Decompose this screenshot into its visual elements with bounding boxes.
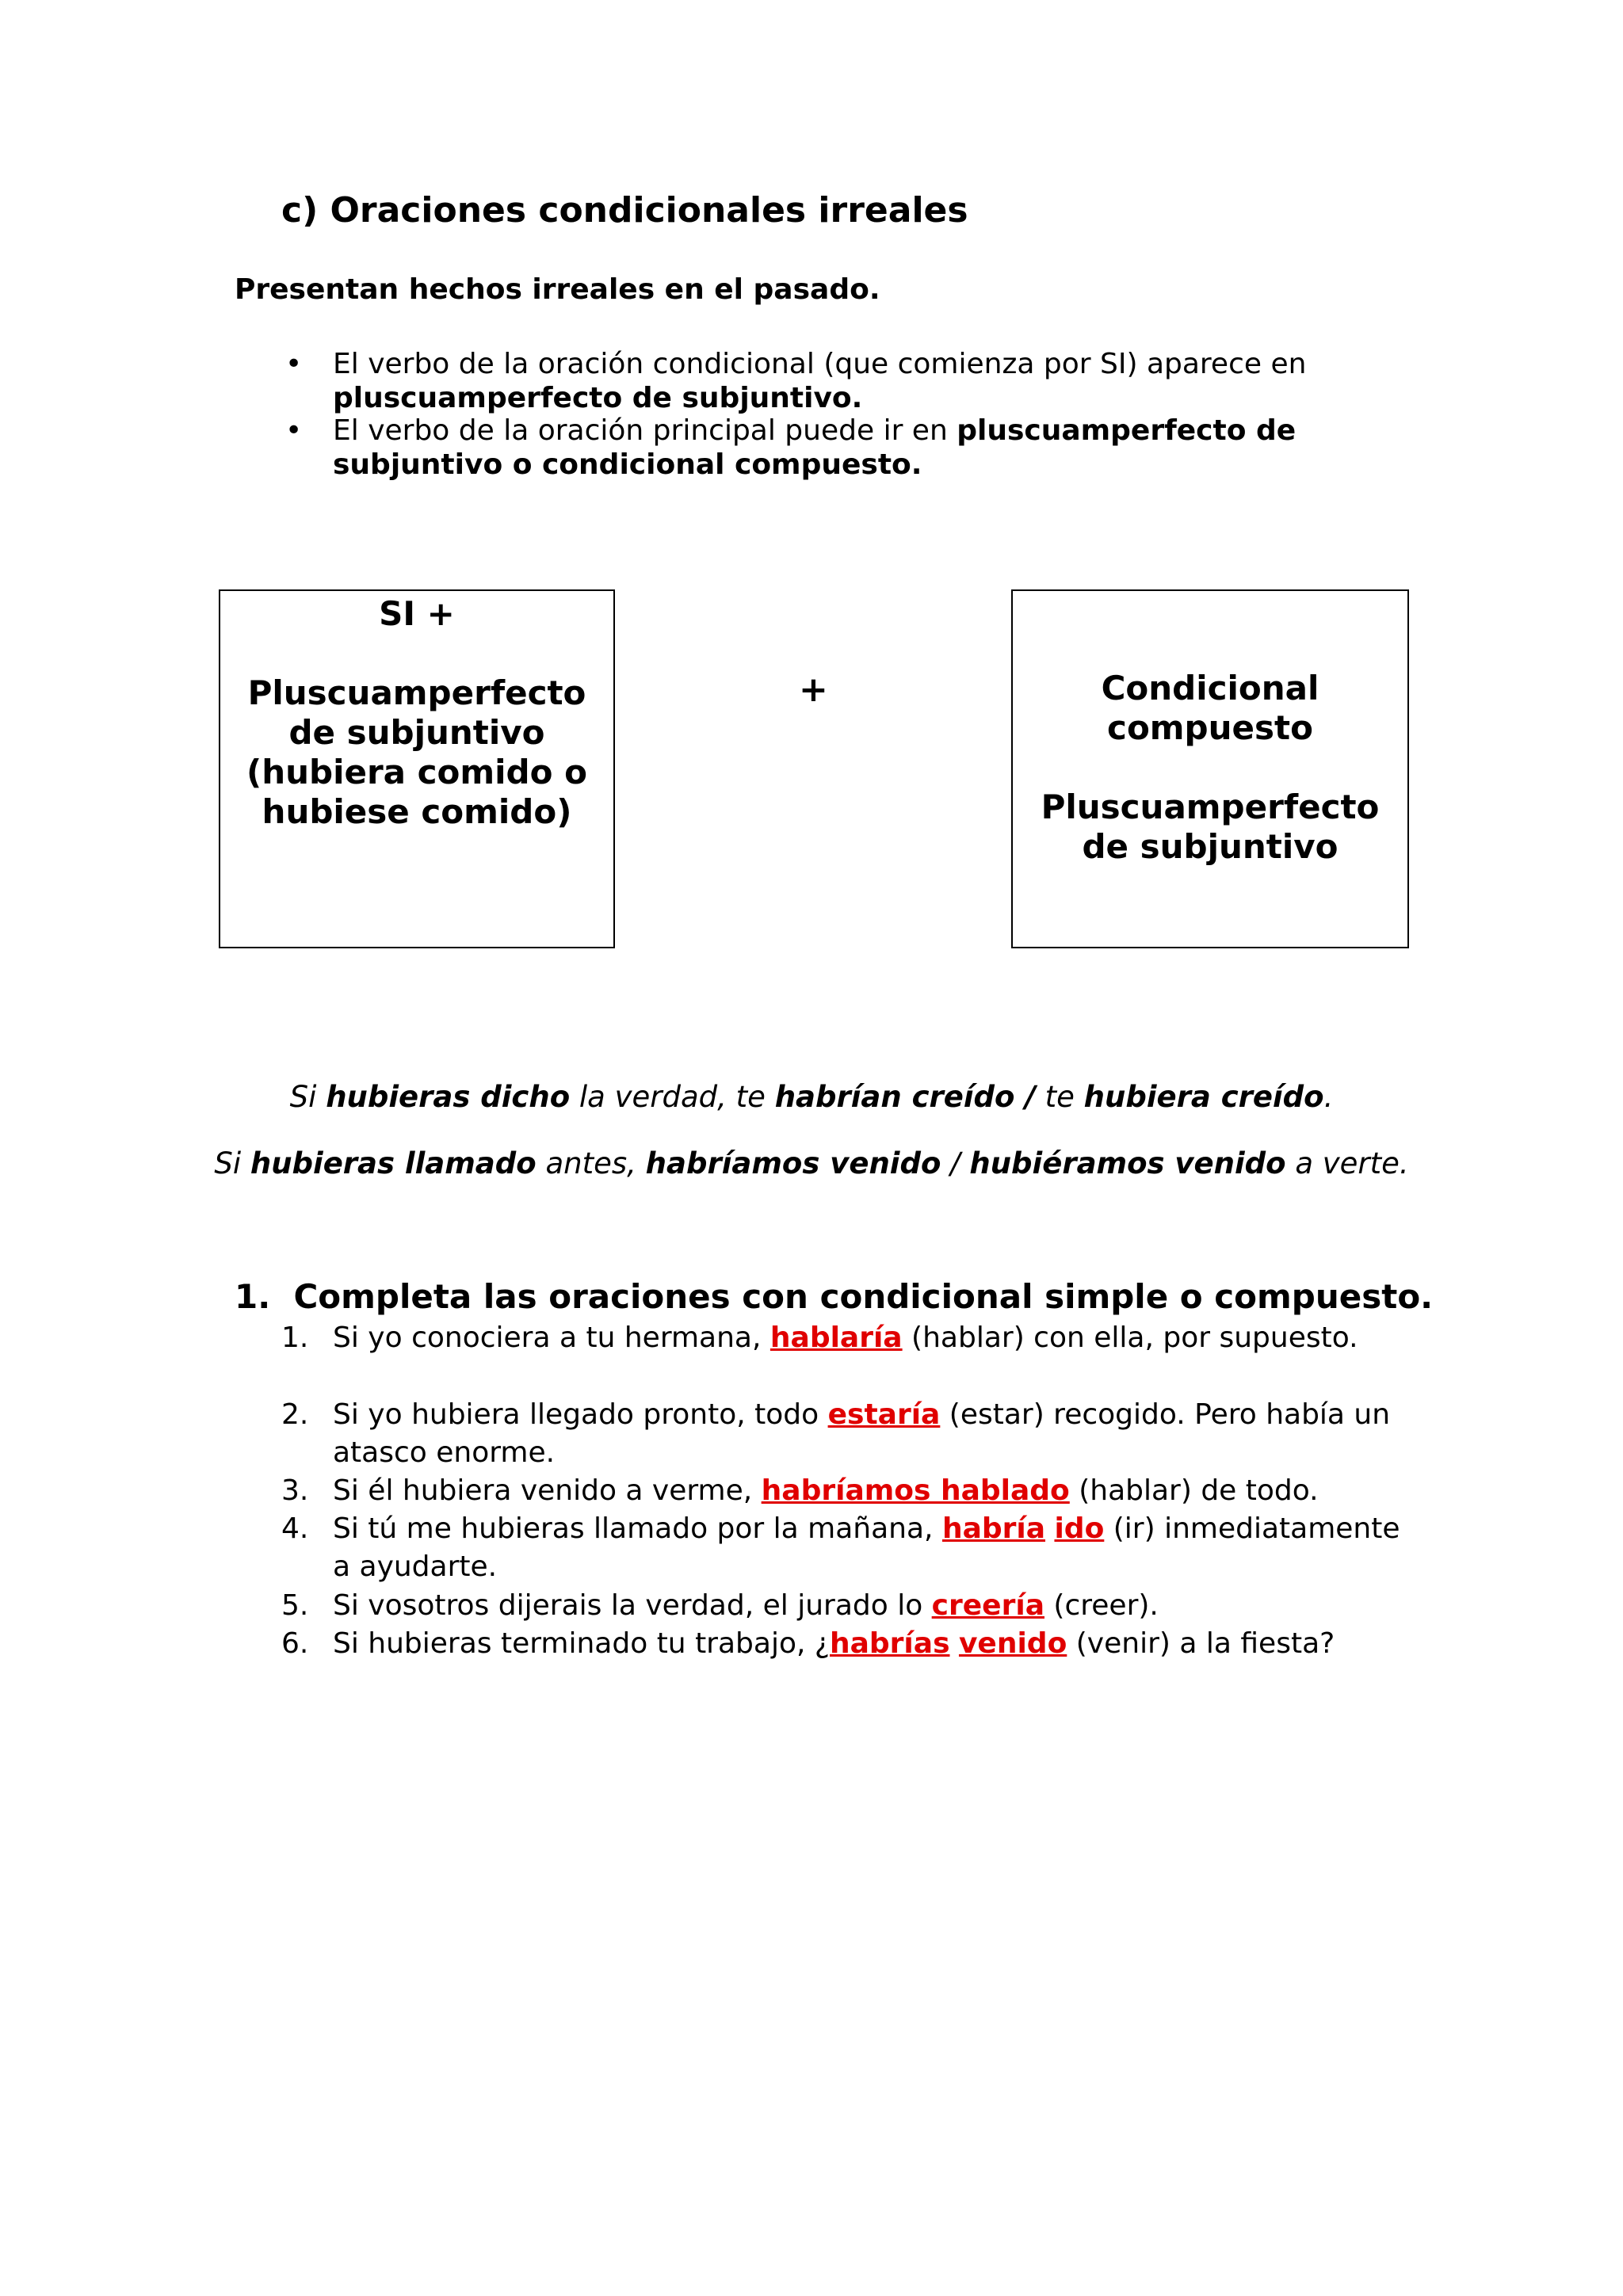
bullet-line-bold: pluscuamperfecto de subjuntivo.	[333, 382, 863, 414]
bullet-text-bold: pluscuamperfecto de	[957, 414, 1296, 447]
example-verb: hubiéramos venido	[969, 1146, 1286, 1180]
example-verb: habrían creído /	[774, 1080, 1036, 1114]
formula-box-main-clause	[1011, 589, 1409, 948]
answer-word: habríamos hablado	[761, 1474, 1070, 1507]
item-text-continued: atasco enorme.	[333, 1436, 556, 1469]
item-text: (hablar) de todo.	[1069, 1474, 1319, 1507]
item-text: Si vosotros dijerais la verdad, el jurado lo	[333, 1589, 932, 1622]
bullet-line-bold: subjuntivo o condicional compuesto.	[333, 448, 922, 481]
item-text: Si yo hubiera llegado pronto, todo	[333, 1398, 828, 1431]
bullet-marker: •	[285, 414, 303, 447]
answer-word: habría	[941, 1512, 1046, 1545]
example-sentence-1	[0, 1080, 1623, 1114]
answer-word: venido	[958, 1627, 1067, 1660]
example-text: .	[1323, 1080, 1334, 1114]
example-text: Si	[289, 1080, 327, 1114]
box-line: de subjuntivo	[1082, 827, 1338, 866]
answer-word: hablaría	[769, 1322, 903, 1354]
bullet-line	[333, 414, 1522, 448]
item-text-continued: a ayudarte.	[333, 1550, 498, 1583]
item-number: 4.	[281, 1512, 309, 1545]
item-text	[950, 1627, 959, 1660]
item-text: (venir) a la fiesta?	[1067, 1627, 1335, 1660]
exercise-instruction: Completa las oraciones con condicional simple o compuesto.	[293, 1277, 1434, 1316]
item-text: Si él hubiera venido a verme,	[333, 1474, 762, 1507]
example-text: la verdad, te	[570, 1080, 775, 1114]
page-title: c) Oraciones condicionales irreales	[281, 190, 968, 231]
plus-sign: +	[799, 669, 828, 710]
box-line: de subjuntivo	[288, 713, 545, 752]
example-verb: hubiera creído	[1083, 1080, 1324, 1114]
bullet-marker: •	[285, 348, 303, 380]
example-sentence-2	[0, 1146, 1623, 1180]
example-verb: hubieras llamado	[250, 1146, 537, 1180]
example-text: a verte.	[1285, 1146, 1409, 1180]
item-text: (ir) inmediatamente	[1104, 1512, 1400, 1545]
item-text: Si yo conociera a tu hermana,	[333, 1322, 770, 1354]
box-line: Pluscuamperfecto	[247, 673, 586, 712]
box-line: Pluscuamperfecto	[1041, 788, 1380, 826]
example-verb: habríamos venido	[645, 1146, 941, 1180]
example-text: Si	[214, 1146, 250, 1180]
item-number: 3.	[281, 1474, 309, 1507]
example-text: te	[1035, 1080, 1084, 1114]
item-text: Si tú me hubieras llamado por la mañana,	[333, 1512, 942, 1545]
answer-word: estaría	[827, 1398, 941, 1431]
item-number: 1.	[281, 1322, 309, 1354]
example-verb: hubieras dicho	[326, 1080, 571, 1114]
item-text: (estar) recogido. Pero había un	[940, 1398, 1391, 1431]
answer-word: habrías	[829, 1627, 950, 1660]
item-number: 2.	[281, 1398, 309, 1431]
answer-word: creería	[931, 1589, 1044, 1622]
item-text	[1045, 1512, 1054, 1545]
example-text: antes,	[536, 1146, 646, 1180]
item-text: Si hubieras terminado tu trabajo, ¿	[333, 1627, 830, 1660]
bullet-line: El verbo de la oración condicional (que comienza por SI) aparece en	[333, 348, 1307, 380]
example-text: /	[941, 1146, 970, 1180]
box-line: compuesto	[1107, 708, 1313, 747]
item-number: 6.	[281, 1627, 309, 1660]
formula-box-condition	[219, 589, 615, 948]
exercise-heading	[235, 1277, 1433, 1316]
box-line: (hubiera comido o	[246, 753, 587, 791]
box-line: Condicional	[1101, 669, 1319, 707]
box-line: hubiese comido)	[262, 792, 572, 831]
bullet-text: El verbo de la oración principal puede ir en	[333, 414, 957, 447]
exercise-number: 1.	[235, 1277, 271, 1316]
item-number: 5.	[281, 1589, 309, 1622]
intro-text: Presentan hechos irreales en el pasado.	[235, 273, 880, 306]
item-text: (creer).	[1044, 1589, 1159, 1622]
box-line: SI +	[379, 594, 455, 633]
item-text: (hablar) con ella, por supuesto.	[902, 1322, 1358, 1354]
answer-word: ido	[1054, 1512, 1105, 1545]
